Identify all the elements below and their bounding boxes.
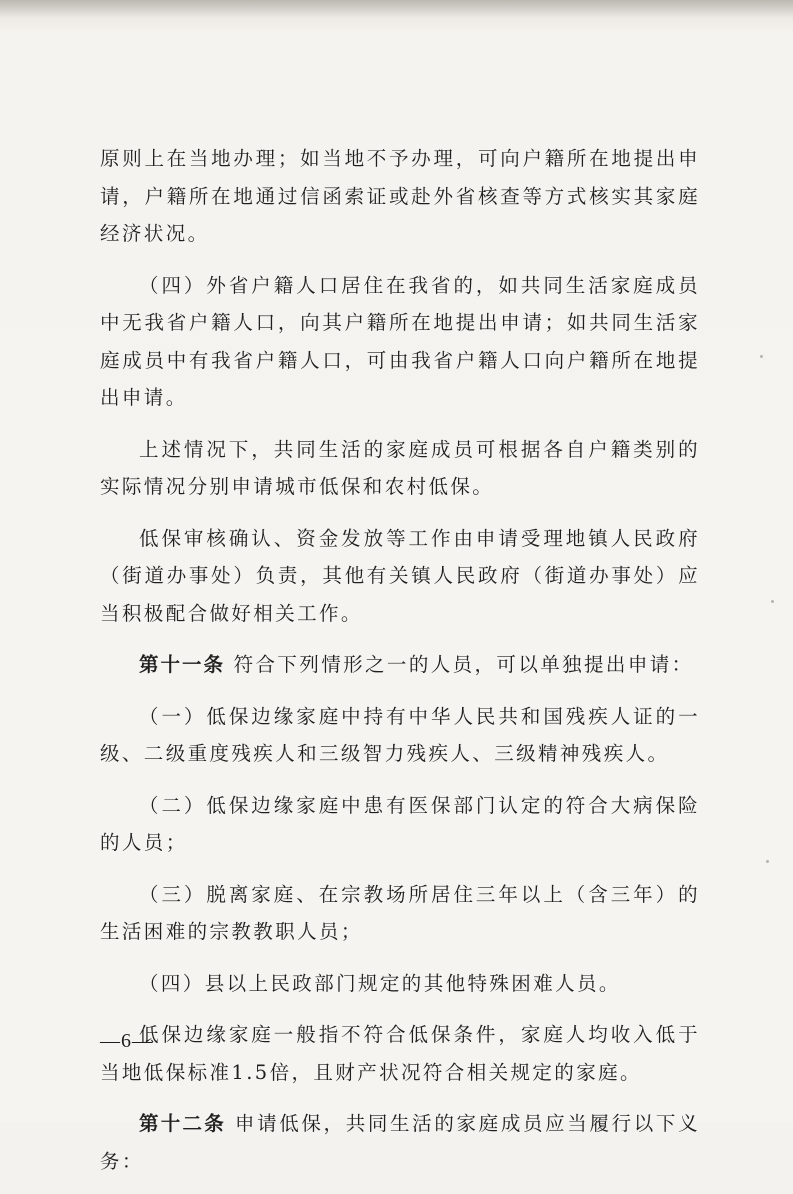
paragraph-text: 低保边缘家庭一般指不符合低保条件，家庭人均收入低于当地低保标准1.5倍，且财产状况符合相关规定的家庭。 — [100, 1023, 700, 1084]
paragraph-text: 上述情况下，共同生活的家庭成员可根据各自户籍类别的实际情况分别申请城市低保和农村低保。 — [100, 437, 700, 498]
article-number: 第十一条 — [139, 653, 226, 676]
paragraph-text: （三）脱离家庭、在宗教场所居住三年以上（含三年）的生活困难的宗教教职人员； — [100, 882, 700, 943]
article-number: 第十二条 — [139, 1112, 227, 1135]
scan-speck — [760, 355, 763, 358]
paragraph-1 — [100, 140, 700, 253]
paragraph-text: 申请低保，共同生活的家庭成员应当履行以下义务： — [100, 1112, 700, 1173]
scan-speck — [766, 860, 769, 863]
article-12-heading — [100, 1105, 700, 1180]
scan-speck — [771, 600, 774, 603]
paragraph-item-2 — [100, 787, 700, 862]
paragraph-text: （二）低保边缘家庭中患有医保部门认定的符合大病保险的人员； — [100, 793, 700, 854]
paragraph-item-1 — [100, 698, 700, 773]
paragraph-text: 符合下列情形之一的人员，可以单独提出申请： — [225, 653, 694, 676]
paragraph-3 — [100, 431, 700, 506]
paragraph-text: 原则上在当地办理；如当地不予办理，可向户籍所在地提出申请，户籍所在地通过信函索证或赴外省核查等方式核实其家庭经济状况。 — [100, 147, 700, 245]
paragraph-text: （四）县以上民政部门规定的其他特殊困难人员。 — [139, 971, 621, 995]
article-11-heading — [100, 646, 700, 684]
document-body — [100, 140, 700, 1194]
scan-edge-shadow — [0, 0, 793, 18]
paragraph-definition — [100, 1016, 700, 1091]
paragraph-2 — [100, 267, 700, 417]
paragraph-item-3 — [100, 876, 700, 951]
paragraph-item-4 — [100, 965, 700, 1003]
paragraph-text: 低保审核确认、资金发放等工作由申请受理地镇人民政府（街道办事处）负责，其他有关镇人民政府（街道办事处）应当积极配合做好相关工作。 — [100, 526, 700, 625]
paragraph-4 — [100, 520, 700, 633]
paragraph-text: （四）外省户籍人口居住在我省的，如共同生活家庭成员中无我省户籍人口，向其户籍所在地提出申请；如共同生活家庭成员中有我省户籍人口，可由我省户籍人口向户籍所在地提出申请。 — [100, 273, 700, 409]
page-number: —6— — [100, 1030, 153, 1052]
paragraph-text: （一）低保边缘家庭中持有中华人民共和国残疾人证的一级、二级重度残疾人和三级智力残疾人、三级精神残疾人。 — [100, 704, 700, 765]
